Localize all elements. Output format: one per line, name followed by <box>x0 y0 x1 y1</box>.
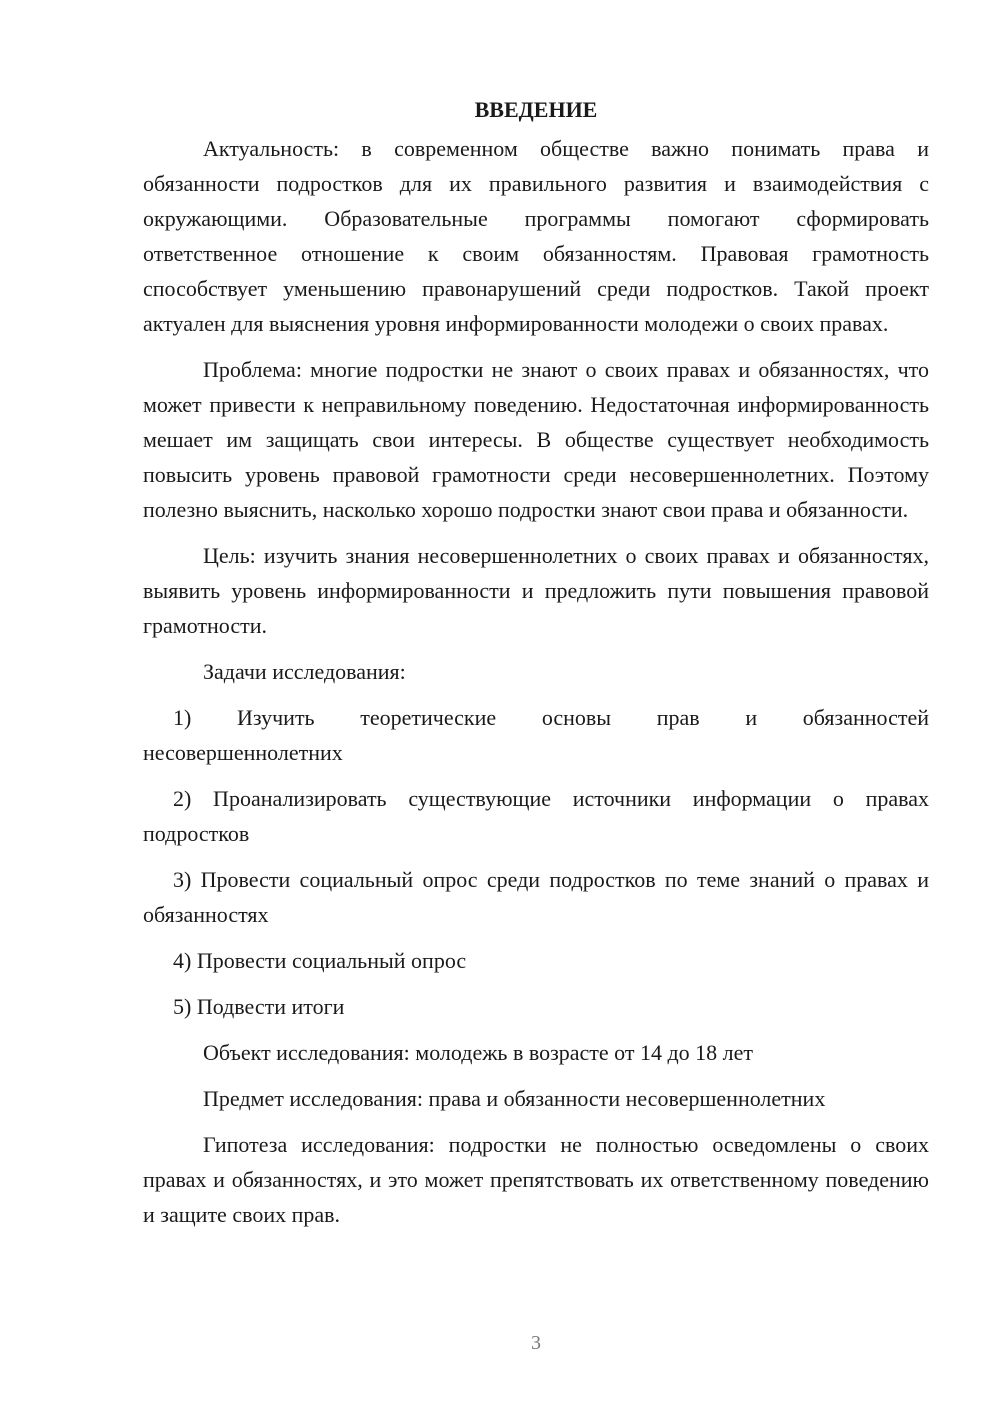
task-item-4: 4) Провести социальный опрос <box>173 948 467 973</box>
research-object: Объект исследования: молодежь в возрасте от 14 до 18 лет <box>203 1040 754 1065</box>
paragraph-relevance: Актуальность: в современном обществе важно понимать права и обязанности подростков для их правильного развития и взаимодействия с окружающими. Образовательные программы помогают сформировать ответственное отношение к своим обязанностям. Правовая грамотность способствует уменьшению правонарушений среди подростков. Такой проект актуален для выяснения уровня информированности молодежи о своих правах. <box>143 136 929 336</box>
tasks-heading: Задачи исследования: <box>203 659 406 684</box>
paragraph-goal: Цель: изучить знания несовершеннолетних о своих правах и обязанностях, выявить уровень информированности и предложить пути повышения правовой грамотности. <box>143 543 929 638</box>
page-number: 3 <box>531 1332 541 1354</box>
task-item-3: 3) Провести социальный опрос среди подростков по теме знаний о правах и обязанностях <box>143 867 929 927</box>
research-subject: Предмет исследования: права и обязанности несовершеннолетних <box>203 1086 826 1111</box>
document-page <box>143 92 929 1243</box>
task-item-2: 2) Проанализировать существующие источники информации о правах подростков <box>143 786 929 846</box>
tasks-list <box>143 700 929 1024</box>
task-item-1 <box>143 700 929 770</box>
task-item-5: 5) Подвести итоги <box>173 994 345 1019</box>
document-title: ВВЕДЕНИЕ <box>474 97 598 122</box>
paragraph-problem: Проблема: многие подростки не знают о своих правах и обязанностях, что может привести к неправильному поведению. Недостаточная информированность мешает им защищать свои интересы. В обществе существует необходимость повысить уровень правовой грамотности среди несовершеннолетних. Поэтому полезно выяснить, насколько хорошо подростки знают свои права и обязанности. <box>143 357 929 522</box>
task-item-1-continuation: несовершеннолетних <box>143 740 343 765</box>
task-item-1-first-line: 1) Изучить теоретические основы прав и обязанностей <box>173 705 929 730</box>
research-hypothesis: Гипотеза исследования: подростки не полностью осведомлены о своих правах и обязанностях, и это может препятствовать их ответственному поведению и защите своих прав. <box>143 1132 929 1227</box>
